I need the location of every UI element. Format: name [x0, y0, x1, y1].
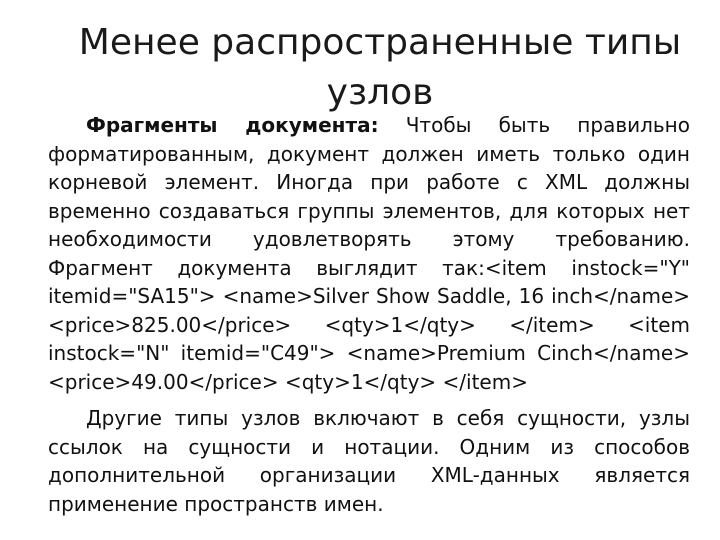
paragraph-document-fragments [48, 111, 690, 396]
paragraph-other-node-types: Другие типы узлов включают в себя сущности, узлы ссылок на сущности и нотации. Одним из способов дополнительной организации XML-данных является применение пространств имен. [48, 406, 690, 516]
slide-title: Менее распространенные типы узлов [78, 22, 682, 113]
paragraph-document-fragments-text: Чтобы быть правильно форматированным, документ должен иметь только один корневой элемент. Иногда при работе с XML должны временно создаваться группы элементов, для которых нет необходимости удовлетворять этому требованию. Фрагмент документа выглядит так:<item instock="Y" itemid="SA15"> <name>Silver Show Saddle, 16 inch</name> <price>825.00</price> <qty>1</qty> </item> <item instock="N" itemid="C49"> <name>Premium Cinch</name> <price>49.00</price> <qty>1</qty> </item> [48, 113, 690, 394]
term-document-fragments: Фрагменты документа: [86, 113, 379, 137]
slide-body [48, 111, 690, 526]
